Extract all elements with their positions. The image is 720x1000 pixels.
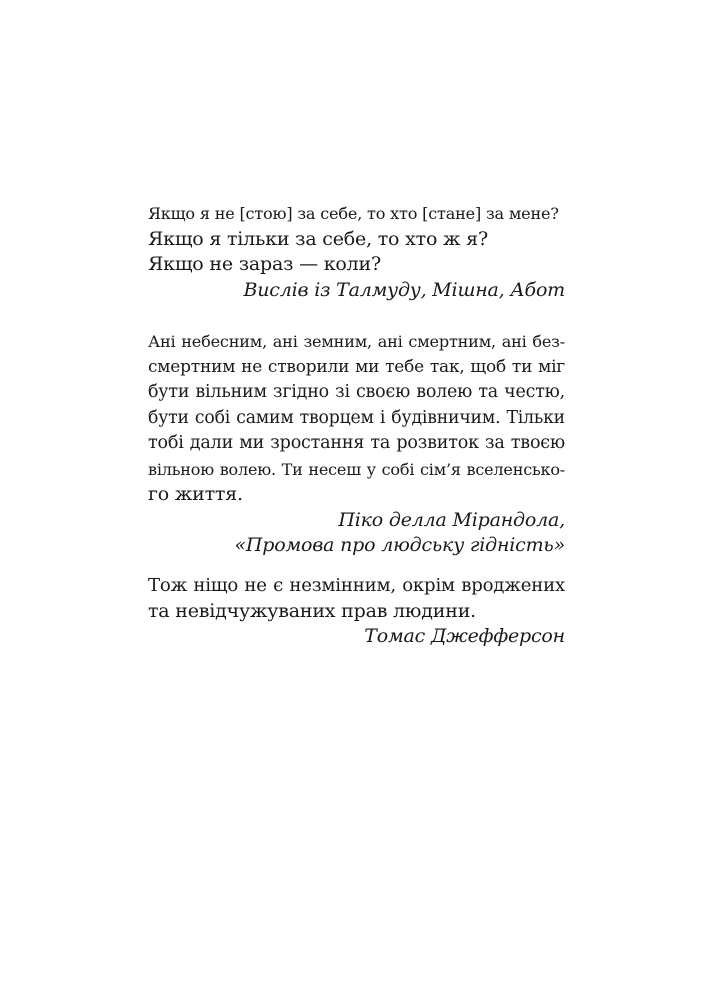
quote-line: смертним не створили ми тебе так, щоб ти міг — [148, 356, 565, 377]
quote-line: Тож ніщо не є незмінним, окрім вроджених — [148, 575, 565, 596]
attribution-line: «Промова про людську гідність» — [234, 534, 565, 556]
quote-line: Ані небесним, ані земним, ані смертним, ані без- — [148, 332, 565, 351]
quote-line: Якщо не зараз — коли? — [148, 253, 381, 275]
quote-line: Якщо я не [стою] за себе, то хто [стане] за мене? — [148, 204, 559, 223]
quote-line: та невідчужуваних прав людини. — [148, 599, 476, 622]
attribution-line: Піко делла Мірандола, — [338, 508, 565, 531]
quote-line: тобі дали ми зростання та розвиток за твоєю — [148, 433, 565, 453]
epigraph-jefferson — [148, 573, 565, 650]
quote-line: бути собі самим творцем і будівничим. Тільки — [148, 407, 565, 428]
quote-line: вільною волею. Ти несеш у собі сім’я вселенсько- — [148, 459, 565, 479]
quote-line: бути вільним згідно зі своєю волею та честю, — [148, 382, 565, 402]
attribution-line: Вислів із Талмуду, Мішна, Абот — [243, 278, 565, 301]
epigraph-talmud — [148, 201, 565, 303]
quote-line: го життя. — [148, 483, 243, 505]
attribution-line: Томас Джефферсон — [364, 625, 565, 647]
epigraph-pico-della-mirandola — [148, 329, 565, 559]
quote-line: Якщо я тільки за себе, то хто ж я? — [148, 227, 488, 250]
